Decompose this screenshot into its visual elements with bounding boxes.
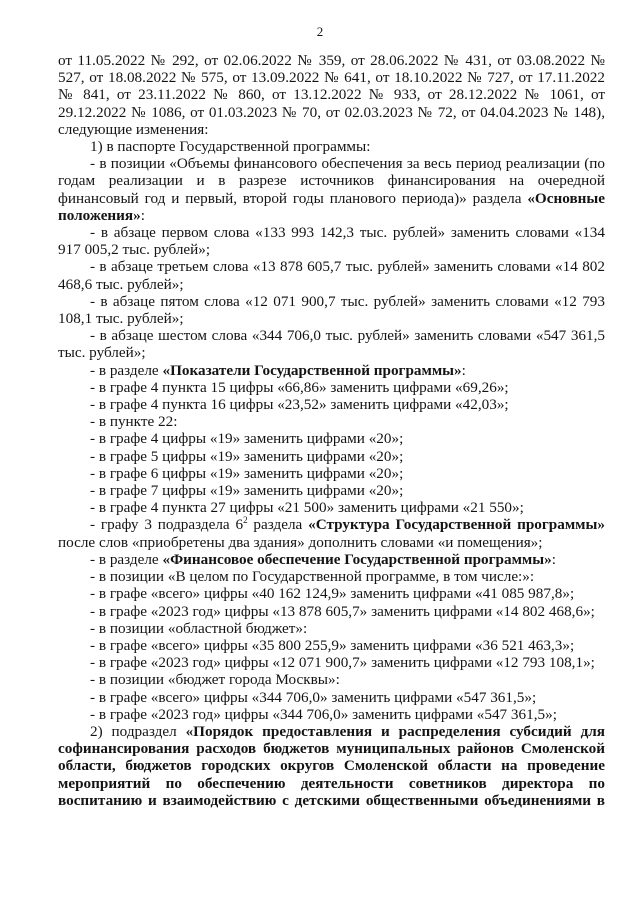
- text-run: - в позиции «В целом по Государственной программе, в том числе:»:: [90, 568, 535, 586]
- text-run: - в графе «всего» цифры «344 706,0» заменить цифрами «547 361,5»;: [90, 688, 537, 706]
- paragraph-abzac-3: [58, 258, 605, 292]
- text-run: - в графе 4 пункта 15 цифры «66,86» заменить цифрами «69,26»;: [90, 378, 509, 396]
- paragraph-point-27: [58, 499, 605, 516]
- text-run: - в абзаце шестом слова «344 706,0 тыс. рублей» заменить словами «547 361,5 тыс. рублей»;: [58, 327, 605, 362]
- text-run: - в графе «2023 год» цифры «344 706,0» заменить цифрами «547 361,5»;: [90, 705, 557, 723]
- text-run: после слов «приобретены два здания» дополнить словами «и помещения»;: [58, 533, 543, 551]
- text-run: - в абзаце третьем слова «13 878 605,7 тыс. рублей» заменить словами «14 802 468,6 тыс. рублей»;: [58, 258, 605, 293]
- paragraph-point-15: [58, 379, 605, 396]
- text-run: - в графе 4 цифры «19» заменить цифрами «20»;: [90, 430, 404, 448]
- text-run: - в графе 5 цифры «19» заменить цифрами «20»;: [90, 447, 404, 465]
- text-run: - графу 3 подраздела 6: [90, 516, 244, 534]
- text-run: - в графе «2023 год» цифры «12 071 900,7» заменить цифрами «12 793 108,1»;: [90, 654, 595, 672]
- paragraph-abzac-5: [58, 293, 605, 327]
- document-body: [58, 52, 605, 809]
- paragraph-section-financing: [58, 551, 605, 568]
- text-run: - в позиции «Объемы финансового обеспечения за весь период реализации (по годам реализации и в разрезе источников финансирования на очередной финансовый год и первый, второй годы планового периода)» раздела: [58, 155, 605, 207]
- paragraph-regional-2023: [58, 654, 605, 671]
- paragraph-section-indicators: [58, 362, 605, 379]
- text-run: - в графе «всего» цифры «40 162 124,9» заменить цифрами «41 085 987,8»;: [90, 585, 575, 603]
- text-run: - в разделе: [90, 550, 163, 568]
- bold-text-run: «Структура Государственной программы»: [308, 516, 605, 534]
- text-run: 2) подраздел: [90, 722, 186, 740]
- paragraph-position-moscow: [58, 671, 605, 688]
- paragraph-point-22-col-5: [58, 448, 605, 465]
- text-run: - в абзаце пятом слова «12 071 900,7 тыс. рублей» заменить словами «12 793 108,1 тыс. рублей»;: [58, 292, 605, 328]
- paragraph-amendment-list: [58, 52, 605, 138]
- paragraph-point-16: [58, 396, 605, 413]
- text-run: - в пункте 22:: [90, 413, 178, 431]
- text-run: - в графе «2023 год» цифры «13 878 605,7» заменить цифрами «14 802 468,6»;: [90, 602, 595, 620]
- bold-text-run: «Финансовое обеспечение Государственной программы»: [162, 550, 552, 568]
- paragraph-moscow-2023: [58, 706, 605, 723]
- bold-text-run: «Порядок предоставления и распределения субсидий для софинансирования расходов бюджетов муниципальных районов Смоленской области, бюджетов городских округов Смоленской области на проведение мероприятий по обеспечению деятельности советников директора по воспитанию и взаимодействию с детскими общественными объединениями в: [58, 722, 605, 809]
- paragraph-moscow-all: [58, 689, 605, 706]
- text-run: - в графе 7 цифры «19» заменить цифрами «20»;: [90, 482, 404, 500]
- text-run: раздела: [247, 516, 309, 534]
- text-run: - в графе 6 цифры «19» заменить цифрами «20»;: [90, 464, 404, 482]
- paragraph-point-22: [58, 413, 605, 430]
- paragraph-point-22-col-7: [58, 482, 605, 499]
- text-run: - в позиции «бюджет города Москвы»:: [90, 671, 340, 689]
- text-run: :: [461, 361, 466, 379]
- paragraph-funding-position: [58, 155, 605, 224]
- text-run: :: [551, 550, 556, 568]
- text-run: - в разделе: [90, 361, 163, 379]
- bold-text-run: «Показатели Государственной программы»: [162, 361, 462, 379]
- text-run: - в позиции «областной бюджет»:: [90, 619, 308, 637]
- superscript-text: 2: [243, 515, 248, 526]
- text-run: - в графе «всего» цифры «35 800 255,9» заменить цифрами «36 521 463,3»;: [90, 636, 575, 654]
- paragraph-total-all: [58, 585, 605, 602]
- paragraph-position-regional: [58, 620, 605, 637]
- text-run: - в абзаце первом слова «133 993 142,3 тыс. рублей» заменить словами «134 917 005,2 тыс. рублей»;: [58, 224, 605, 259]
- paragraph-point-22-col-4: [58, 430, 605, 447]
- paragraph-item-1-passport: [58, 138, 605, 155]
- paragraph-regional-all: [58, 637, 605, 654]
- page-number: 2: [316, 24, 324, 39]
- text-run: :: [140, 206, 145, 224]
- bold-text-run: «Основные положения»: [58, 189, 605, 224]
- paragraph-total-2023: [58, 603, 605, 620]
- paragraph-abzac-1: [58, 224, 605, 258]
- text-run: 1) в паспорте Государственной программы:: [90, 138, 371, 156]
- paragraph-position-total: [58, 568, 605, 585]
- paragraph-item-2-subsection: [58, 723, 605, 809]
- text-run: - в графе 4 пункта 27 цифры «21 500» заменить цифрами «21 550»;: [90, 499, 524, 517]
- paragraph-abzac-6: [58, 327, 605, 361]
- paragraph-structure-subsection: [58, 516, 605, 550]
- text-run: - в графе 4 пункта 16 цифры «23,52» заменить цифрами «42,03»;: [90, 396, 509, 414]
- text-run: от 11.05.2022 № 292, от 02.06.2022 № 359, от 28.06.2022 № 431, от 03.08.2022 № 527, от 18.08.2022 № 575, от 13.09.2022 № 641, от 18.10.2022 № 727, от 17.11.2022 № 841, от 23.11.2022 № 860, от 13.12.2022 № 933, от 28.12.2022 № 1061, от 29.12.2022 № 1086, от 01.03.2023 № 70, от 02.03.2023 № 72, от 04.04.2023 № 148), следующие изменения:: [58, 52, 605, 138]
- paragraph-point-22-col-6: [58, 465, 605, 482]
